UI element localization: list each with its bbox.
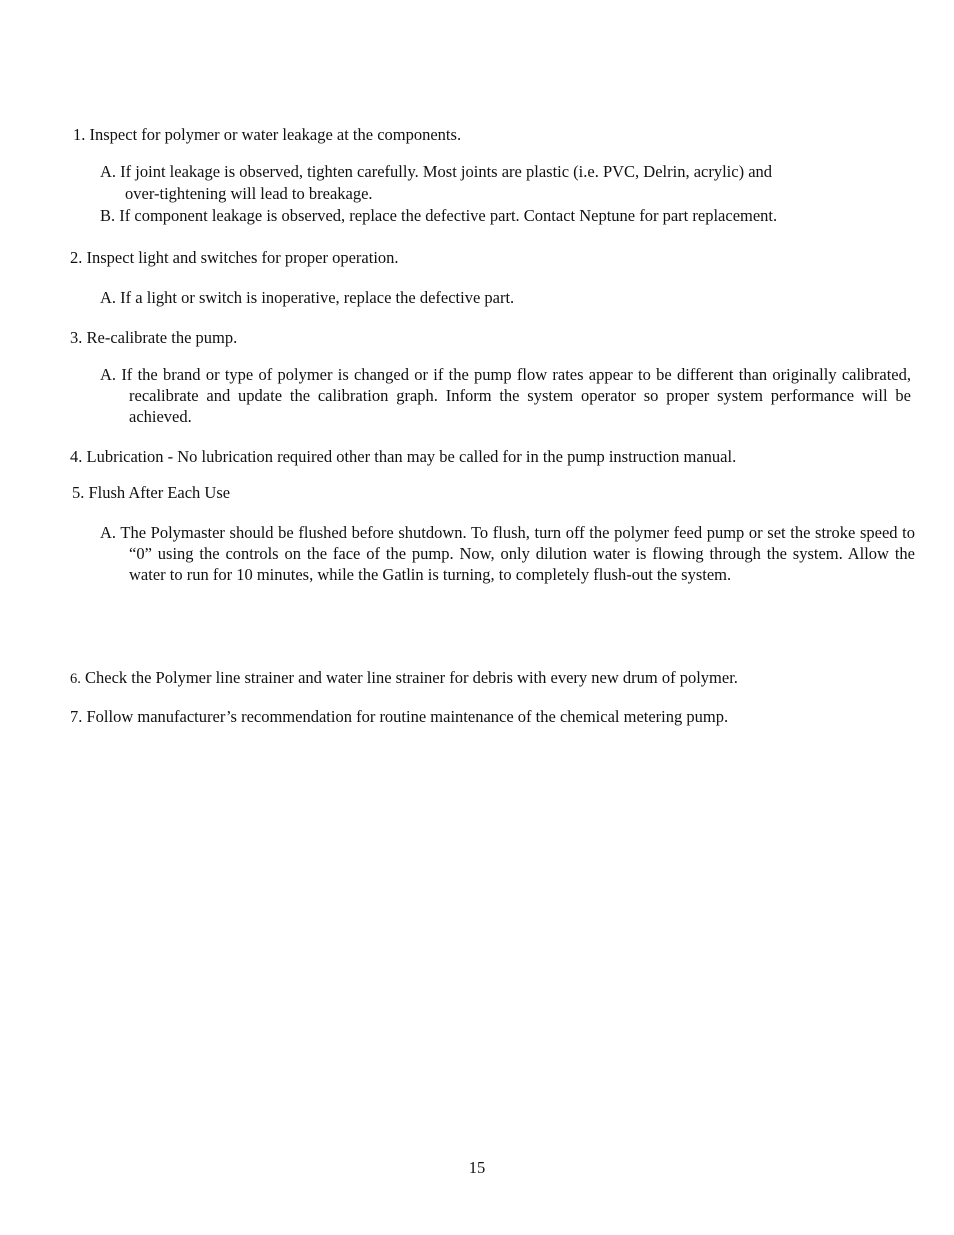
item-1-sub-a-line-2: over-tightening will lead to breakage. <box>125 184 373 203</box>
page-number: 15 <box>468 1158 486 1177</box>
item-4 <box>70 446 736 467</box>
item-7-text: Follow manufacturer’s recommendation for routine maintenance of the chemical metering pump. <box>86 707 729 726</box>
item-4-number: 4. <box>70 447 83 466</box>
item-5-sub-a <box>100 522 915 585</box>
item-5-text: Flush After Each Use <box>88 483 231 502</box>
item-2 <box>70 247 399 268</box>
item-2-sub-a <box>100 287 514 308</box>
item-1-sub-a-letter: A. <box>100 162 117 181</box>
item-6-number: 6. <box>70 671 81 687</box>
item-2-number: 2. <box>70 248 83 267</box>
item-5-number: 5. <box>72 483 85 502</box>
item-1 <box>73 124 461 145</box>
item-6-text: Check the Polymer line strainer and water line strainer for debris with every new drum of polymer. <box>85 668 738 687</box>
item-1-text: Inspect for polymer or water leakage at the components. <box>89 125 462 144</box>
item-1-sub-a-line-1: If joint leakage is observed, tighten carefully. Most joints are plastic (i.e. PVC, Delrin, acrylic) and <box>120 162 773 181</box>
item-4-text: Lubrication - No lubrication required other than may be called for in the pump instruction manual. <box>86 447 737 466</box>
item-3-text: Re-calibrate the pump. <box>86 328 238 347</box>
item-1-sub-b <box>100 205 777 226</box>
item-1-sub-a <box>100 161 772 182</box>
item-1-sub-a-continuation <box>125 183 373 204</box>
item-2-sub-a-text: If a light or switch is inoperative, replace the defective part. <box>120 288 515 307</box>
item-3-sub-a-letter: A. <box>100 365 117 384</box>
item-1-number: 1. <box>73 125 86 144</box>
item-7 <box>70 706 728 727</box>
item-6 <box>70 667 738 690</box>
item-3-sub-a-text: If the brand or type of polymer is changed or if the pump flow rates appear to be different than originally calibrated, recalibrate and update the calibration graph. Inform the system operator so proper system performance will be achieved. <box>121 365 911 426</box>
item-1-sub-b-text: If component leakage is observed, replace the defective part. Contact Neptune for part replacement. <box>119 206 778 225</box>
item-3 <box>70 327 237 348</box>
item-2-text: Inspect light and switches for proper operation. <box>86 248 399 267</box>
item-2-sub-a-letter: A. <box>100 288 117 307</box>
item-5-sub-a-letter: A. <box>100 523 117 542</box>
item-5 <box>72 482 230 503</box>
item-7-number: 7. <box>70 707 83 726</box>
item-3-number: 3. <box>70 328 83 347</box>
item-1-sub-b-letter: B. <box>100 206 116 225</box>
item-5-sub-a-text: The Polymaster should be flushed before shutdown. To flush, turn off the polymer feed pump or set the stroke speed to “0” using the controls on the face of the pump. Now, only dilution water is flowing through the system. Allow the water to run for 10 minutes, while the Gatlin is turning, to completely flush-out the system. <box>120 523 916 584</box>
item-3-sub-a <box>100 364 911 427</box>
